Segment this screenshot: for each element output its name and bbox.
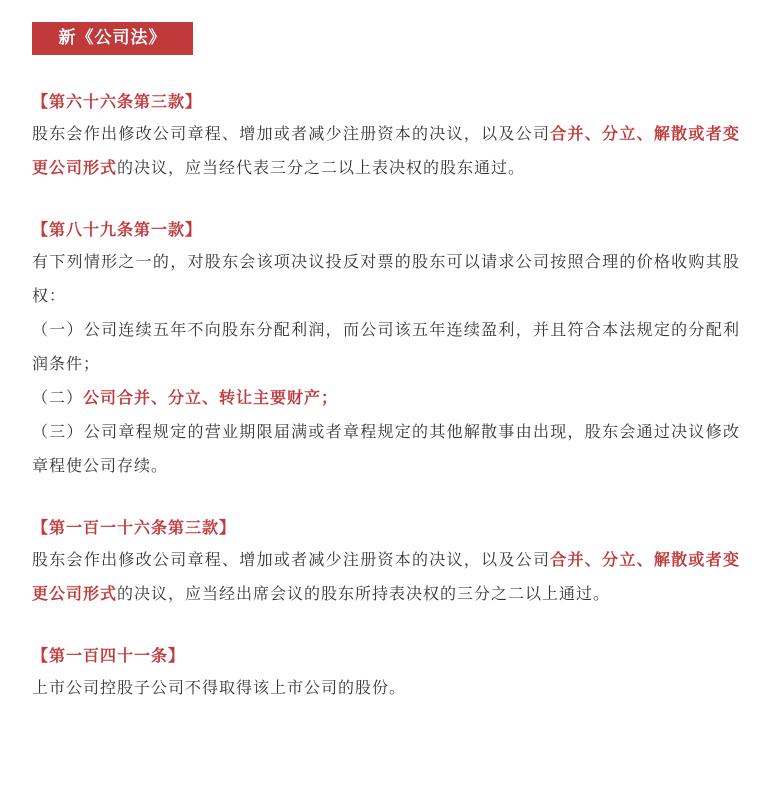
section-article-141 [32,641,740,705]
highlight-segment: 公司合并、分立、转让主要财产； [83,388,339,407]
text-segment: （一）公司连续五年不向股东分配利润，而公司该五年连续盈利，并且符合本法规定的分配利润条件； [32,320,740,373]
section-heading: 【第六十六条第三款】 [32,92,203,111]
text-segment: 有下列情形之一的，对股东会该项决议投反对票的股东可以请求公司按照合理的价格收购其股权： [32,252,740,305]
text-segment: （三）公司章程规定的营业期限届满或者章程规定的其他解散事由出现，股东会通过决议修改章程使公司存续。 [32,422,740,475]
section-article-116 [32,513,740,611]
paragraph [32,671,740,705]
section-article-66 [32,87,740,185]
text-segment: 股东会作出修改公司章程、增加或者减少注册资本的决议，以及公司 [32,124,551,143]
paragraph [32,543,740,611]
text-segment: 上市公司控股子公司不得取得该上市公司的股份。 [32,678,407,697]
paragraph [32,245,740,313]
article-content [32,87,740,735]
list-item [32,381,740,415]
page-title-banner: 新《公司法》 [32,22,193,55]
section-article-89 [32,215,740,483]
list-item [32,415,740,483]
text-segment: （二） [32,388,84,407]
text-segment: 的决议，应当经出席会议的股东所持表决权的三分之二以上通过。 [117,584,611,603]
section-heading: 【第一百一十六条第三款】 [32,518,237,537]
section-heading: 【第八十九条第一款】 [32,220,203,239]
highlight-segment: 合并、分立、解散或者变更公司形式 [32,124,740,177]
highlight-segment: 合并、分立、解散或者变更公司形式 [32,550,740,603]
text-segment: 股东会作出修改公司章程、增加或者减少注册资本的决议，以及公司 [32,550,551,569]
section-heading: 【第一百四十一条】 [32,646,186,665]
paragraph [32,117,740,185]
text-segment: 的决议，应当经代表三分之二以上表决权的股东通过。 [117,158,526,177]
list-item [32,313,740,381]
